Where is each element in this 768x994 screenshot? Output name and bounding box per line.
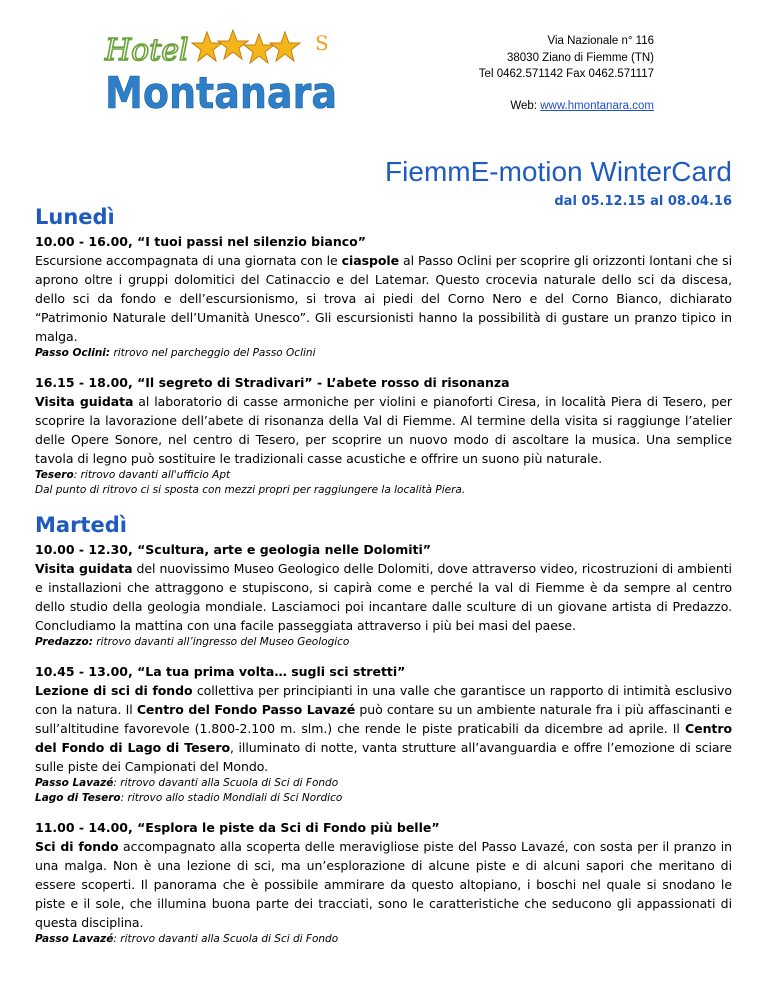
event-title: 10.00 - 16.00, “I tuoi passi nel silenzio bianco” xyxy=(35,234,366,249)
hotel-address xyxy=(479,33,654,114)
address-web xyxy=(479,98,654,115)
page-title: FiemmE-motion WinterCard xyxy=(385,156,732,187)
event-meeting-point: Passo Lavazé: ritrovo davanti alla Scuola di Sci di Fondo xyxy=(35,933,339,945)
day-heading-tuesday: Martedì xyxy=(35,513,127,537)
event-description: Visita guidata al laboratorio di casse armoniche per violini e pianoforti Ciresa, in località Piera di Tesero, per scoprire la lavorazione dell’abete di risonanza della Val di Fiemme. Al termine della visita si raggiunge l’atelier delle Opere Sonore, nel centro di Tesero, per scoprire un nuovo modo di ascoltare la musica. Una semplice tavola di legno può sostituire le tradizionali casse acustiche e offrire un suono più naturale. xyxy=(35,394,733,466)
logo-stars-mark: S xyxy=(315,31,329,55)
web-label: Web: xyxy=(510,99,541,112)
date-range: dal 05.12.15 al 08.04.16 xyxy=(554,194,732,209)
hotel-logo xyxy=(103,26,343,118)
event-meeting-point: Lago di Tesero: ritrovo allo stadio Mondiali di Sci Nordico xyxy=(35,792,343,804)
website-link[interactable]: www.hmontanara.com xyxy=(540,99,654,112)
hotel-logo-graphic xyxy=(103,26,343,118)
event-block xyxy=(35,818,732,947)
event-description: Visita guidata del nuovissimo Museo Geologico delle Dolomiti, dove attraverso video, ricostruzioni di ambienti e installazioni che attraggono e stupiscono, si capirà come e perché la val di Fiemme è da sempre al centro dello studio della geologia mondiale. Lasciamoci poi incantare dalle sculture di un giovane artista di Predazzo. Concludiamo la mattina con una facile passeggiata attraverso i più bei masi del paese. xyxy=(35,561,732,633)
event-meeting-point: Passo Lavazé: ritrovo davanti alla Scuola di Sci di Fondo xyxy=(35,777,339,789)
address-line-phone: Tel 0462.571142 Fax 0462.571117 xyxy=(478,68,654,80)
logo-word-montanara: Montanara xyxy=(105,68,337,119)
event-title: 11.00 - 14.00, “Esplora le piste da Sci di Fondo più belle” xyxy=(35,820,440,835)
event-block xyxy=(35,232,732,361)
stars-logo-icon xyxy=(192,30,300,63)
event-description: Sci di fondo accompagnato alla scoperta delle meravigliose piste del Passo Lavazé, con sosta per il pranzo in una malga. Non è una lezione di sci, ma un’esplorazione di alcune piste e di alcuni sapori che meritano di essere scoperti. Il panorama che è possibile ammirare da questo altopiano, i boschi nel quale si snodano le piste e il sole, che illumina buona parte dei tracciati, sono le caratteristiche che seducono gli appassionati di questa disciplina. xyxy=(35,839,733,930)
day-heading-monday: Lunedì xyxy=(35,205,115,229)
event-description: Lezione di sci di fondo collettiva per principianti in una valle che garantisce un rapporto di intimità esclusivo con la natura. Il Centro del Fondo Passo Lavazé può contare su un ambiente naturale fra i più affascinanti e sull’altitudine favorevole (1.800-2.100 m. slm.) che rende le piste praticabili da dicembre ad aprile. Il Centro del Fondo di Lago di Tesero, illuminato di notte, vanta strutture all’avanguardia e offre l’emozione di sciare sulle piste dei Campionati del Mondo. xyxy=(35,683,732,774)
logo-word-hotel: Hotel xyxy=(105,33,189,68)
event-meeting-point: Passo Oclini: ritrovo nel parcheggio del Passo Oclini xyxy=(35,347,316,359)
address-line-city: 38030 Ziano di Fiemme (TN) xyxy=(507,51,654,64)
event-transport-note: Dal punto di ritrovo ci si sposta con mezzi propri per raggiungere la località Piera. xyxy=(35,484,466,496)
event-title: 10.45 - 13.00, “La tua prima volta… sugli sci stretti” xyxy=(35,664,406,679)
event-block xyxy=(35,540,732,650)
address-line-street: Via Nazionale n° 116 xyxy=(547,35,654,47)
event-title: 10.00 - 12.30, “Scultura, arte e geologia nelle Dolomiti” xyxy=(35,542,431,557)
event-description: Escursione accompagnata di una giornata con le ciaspole al Passo Oclini per scoprire gli orizzonti lontani che si aprono oltre i gruppi dolomitici del Catinaccio e del Latemar. Questo crocevia naturale dello sci da discesa, dello sci da fondo e dell’escursionismo, si trova ai piedi del Corno Nero e del Corno Bianco, dichiarato “Patrimonio Naturale dell’Umanità Unesco”. Gli escursionisti hanno la possibilità di gustare un pranzo tipico in malga. xyxy=(35,253,733,344)
event-title: 16.15 - 18.00, “Il segreto di Stradivari” - L’abete rosso di risonanza xyxy=(35,375,510,390)
event-block xyxy=(35,662,732,806)
event-meeting-point: Tesero: ritrovo davanti all'ufficio Apt xyxy=(35,469,231,481)
program-content xyxy=(35,202,732,959)
event-meeting-point: Predazzo: ritrovo davanti all’ingresso del Museo Geologico xyxy=(35,636,350,648)
event-block xyxy=(35,373,732,498)
